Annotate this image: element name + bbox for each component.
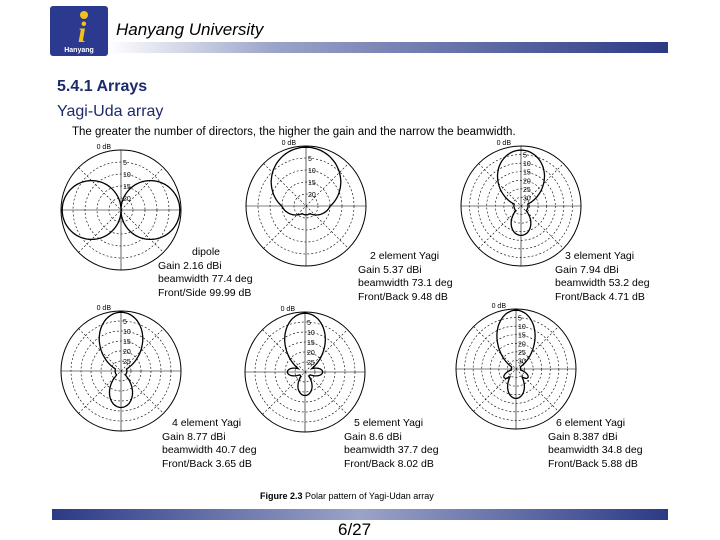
caption-4-element	[162, 417, 257, 471]
logo-letter: i	[77, 16, 87, 49]
tick-label: 20	[123, 196, 131, 203]
caption-line: Front/Back 4.71 dB	[555, 290, 645, 303]
caption-dipole	[158, 246, 253, 300]
caption-3-element	[555, 250, 650, 304]
caption-line: Gain 7.94 dBi	[555, 263, 619, 276]
page-number: 6/27	[338, 520, 372, 539]
caption-5-element	[344, 417, 439, 471]
logo-text: Hanyang	[64, 47, 94, 54]
description	[72, 126, 516, 138]
section-heading: 5.4.1 Arrays	[57, 78, 148, 95]
polar-plot-2-element	[241, 141, 371, 271]
caption-line: Gain 8.77 dBi	[162, 430, 226, 443]
caption-line: 5 element Yagi	[354, 417, 424, 429]
tick-label: 20	[307, 350, 315, 357]
tick-label: 5	[523, 152, 527, 160]
caption-line: Gain 8.387 dBi	[548, 430, 618, 443]
tick-label: 5	[123, 319, 127, 326]
tick-label: 20	[308, 192, 316, 199]
caption-line: 4 element Yagi	[172, 417, 242, 429]
tick-label: 15	[518, 332, 526, 340]
tick-label: 25	[123, 359, 131, 366]
axis-label: 0 dB	[280, 306, 295, 313]
polar-plot-svg	[451, 304, 581, 434]
tick-label: 5	[123, 160, 127, 167]
university-logo	[50, 6, 108, 56]
axis-label: 0 dB	[491, 303, 506, 310]
header-bar	[108, 42, 668, 53]
caption-line: 2 element Yagi	[370, 250, 440, 262]
tick-label: 10	[308, 168, 316, 175]
tick-label: 10	[123, 329, 131, 336]
axis-label: 0 dB	[96, 305, 111, 312]
tick-label: 25	[307, 360, 315, 367]
caption-line: beamwidth 40.7 deg	[162, 444, 257, 456]
tick-label: 15	[123, 184, 131, 191]
tick-label: 25	[518, 349, 526, 357]
caption-line: Gain 2.16 dBi	[158, 259, 222, 272]
caption-line: Front/Back 8.02 dB	[344, 457, 434, 470]
section-subheading: Yagi-Uda array	[57, 103, 164, 120]
tick-label: 5	[308, 156, 312, 163]
caption-6-element	[548, 417, 643, 471]
figure-caption-label: Figure 2.3	[260, 491, 303, 501]
caption-line: Gain 5.37 dBi	[358, 263, 422, 276]
tick-label: 30	[523, 195, 531, 203]
footer-bar	[52, 509, 668, 520]
university-name: Hanyang University	[116, 20, 264, 39]
tick-label: 25	[523, 186, 531, 194]
tick-label: 15	[308, 180, 316, 187]
tick-label: 20	[123, 349, 131, 356]
axis-label: 0 dB	[496, 140, 511, 147]
description-text: The greater the number of directors, the higher the gain and the narrow the beamwidth.	[72, 126, 516, 138]
caption-2-element	[358, 250, 453, 304]
tick-label: 5	[518, 315, 522, 323]
caption-line: Gain 8.6 dBi	[344, 430, 402, 443]
caption-line: beamwidth 77.4 deg	[158, 273, 253, 285]
tick-label: 15	[123, 339, 131, 346]
tick-label: 20	[518, 341, 526, 349]
caption-line: beamwidth 53.2 deg	[555, 277, 650, 289]
caption-line: Front/Back 3.65 dB	[162, 457, 252, 470]
tick-label: 5	[307, 320, 311, 327]
axis-label: 0 dB	[96, 144, 111, 151]
caption-line: beamwidth 37.7 deg	[344, 444, 439, 456]
caption-line: Front/Side 99.99 dB	[158, 286, 252, 299]
tick-label: 10	[518, 324, 526, 332]
axis-label: 0 dB	[281, 140, 296, 147]
tick-label: 20	[523, 178, 531, 186]
caption-line: beamwidth 34.8 deg	[548, 444, 643, 456]
tick-label: 15	[523, 169, 531, 177]
caption-line: 6 element Yagi	[556, 417, 626, 429]
tick-label: 30	[518, 358, 526, 366]
caption-line: Front/Back 9.48 dB	[358, 290, 448, 303]
figure-caption	[260, 491, 434, 501]
polar-plot-6-element	[451, 304, 581, 434]
tick-label: 15	[307, 340, 315, 347]
caption-line: beamwidth 73.1 deg	[358, 277, 453, 289]
figure-caption-text: Polar pattern of Yagi-Udan array	[305, 491, 434, 501]
caption-line: Front/Back 5.88 dB	[548, 457, 638, 470]
tick-label: 10	[307, 330, 315, 337]
caption-line: 3 element Yagi	[565, 250, 635, 262]
polar-plot-svg	[241, 141, 371, 271]
caption-line: dipole	[192, 246, 221, 258]
tick-label: 10	[123, 172, 131, 179]
tick-label: 10	[523, 161, 531, 169]
